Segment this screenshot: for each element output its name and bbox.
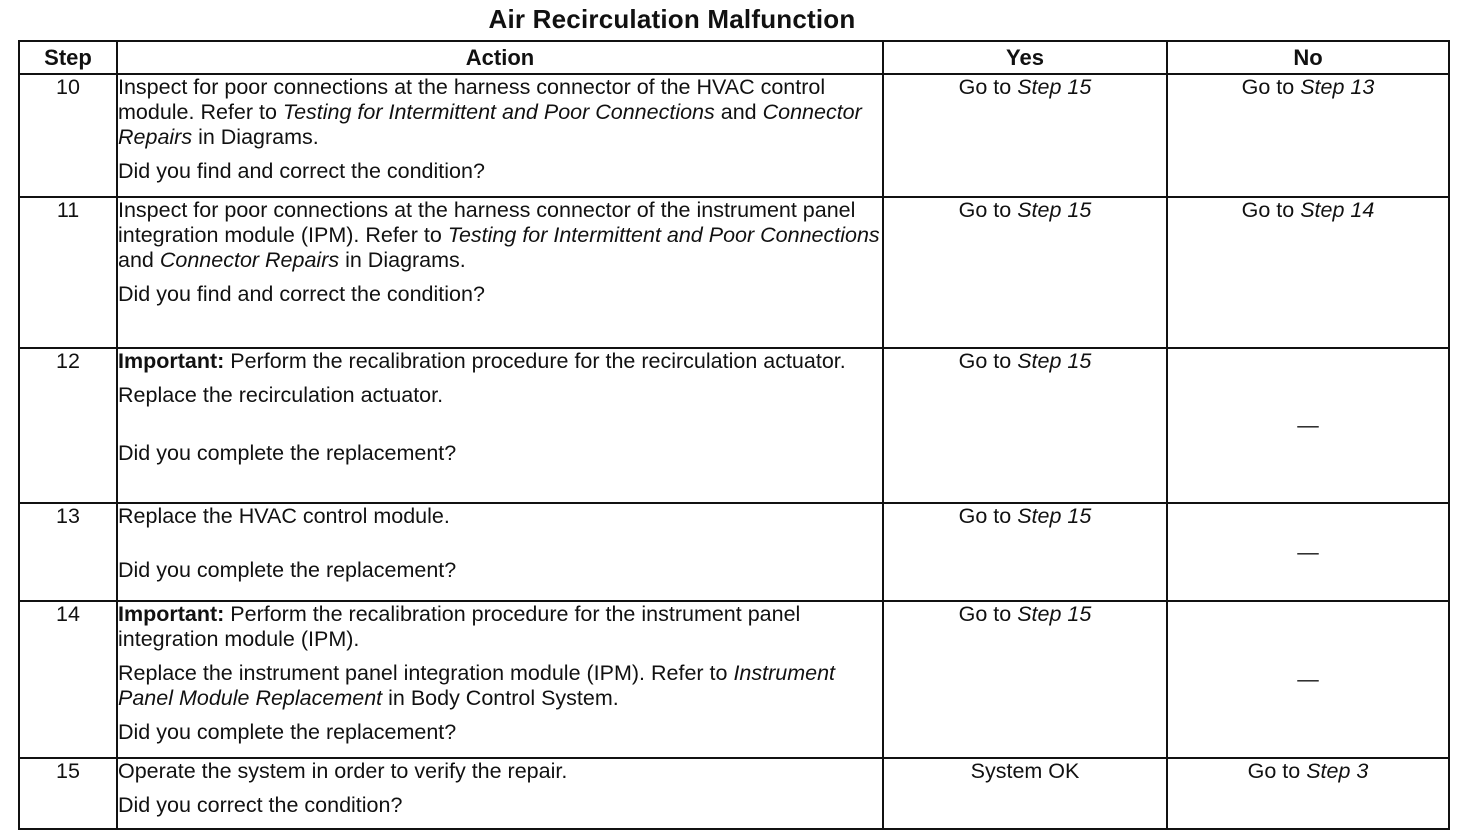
step-reference: Step 13 [1300, 75, 1375, 99]
yes-column-header: Yes [883, 41, 1167, 74]
table-row [19, 197, 1449, 348]
important-note: Important: Perform the recalibration procedure for the instrument panel integration module (IPM). [118, 602, 801, 651]
header-row [19, 41, 1449, 74]
question-text: Did you find and correct the condition? [118, 282, 485, 306]
action-cell [117, 601, 883, 758]
no-cell: — [1167, 503, 1449, 601]
reference-link: Instrument Panel Module Replacement [118, 661, 836, 710]
step-number: 14 [19, 601, 117, 758]
step-number: 11 [19, 197, 117, 348]
yes-cell: Go to Step 15 [883, 197, 1167, 348]
table-row [19, 758, 1449, 829]
action-cell [117, 348, 883, 503]
step-number: 13 [19, 503, 117, 601]
action-column-header: Action [117, 41, 883, 74]
step-reference: Step 14 [1300, 198, 1375, 222]
important-note: Important: Perform the recalibration procedure for the recirculation actuator. [118, 349, 846, 373]
step-number: 15 [19, 758, 117, 829]
no-cell: Go to Step 13 [1167, 74, 1449, 197]
question-text: Did you complete the replacement? [118, 441, 457, 465]
question-text: Did you complete the replacement? [118, 558, 457, 582]
action-cell [117, 503, 883, 601]
table-row [19, 601, 1449, 758]
step-reference: Step 15 [1017, 504, 1092, 528]
table-row [19, 348, 1449, 503]
yes-cell: System OK [883, 758, 1167, 829]
step-number: 12 [19, 348, 117, 503]
action-text: Inspect for poor connections at the harness connector of the instrument panel integration module (IPM). Refer to Testing for Intermittent and Poor Connections and Connector Repairs in Diagrams. [118, 198, 880, 272]
reference-link: Testing for Intermittent and Poor Connections [447, 223, 880, 247]
action-text: Inspect for poor connections at the harness connector of the HVAC control module. Refer to Testing for Intermittent and Poor Connections and Connector Repairs in Diagrams. [118, 75, 862, 149]
step-column-header: Step [19, 41, 117, 74]
step-reference: Step 3 [1306, 759, 1369, 783]
question-text: Did you correct the condition? [118, 793, 403, 817]
no-cell: Go to Step 14 [1167, 197, 1449, 348]
action-text: Replace the HVAC control module. [118, 504, 450, 528]
important-label: Important: [118, 349, 225, 373]
step-reference: Step 15 [1017, 198, 1092, 222]
action-text: Replace the instrument panel integration module (IPM). Refer to Instrument Panel Module Replacement in Body Control System. [118, 661, 836, 710]
step-reference: Step 15 [1017, 349, 1092, 373]
reference-link: Connector Repairs [159, 248, 340, 272]
table-row [19, 503, 1449, 601]
diagnostic-table [18, 40, 1450, 830]
no-cell: Go to Step 3 [1167, 758, 1449, 829]
question-text: Did you find and correct the condition? [118, 159, 485, 183]
action-text: Operate the system in order to verify the repair. [118, 759, 568, 783]
action-cell [117, 74, 883, 197]
no-cell: — [1167, 601, 1449, 758]
yes-cell: Go to Step 15 [883, 348, 1167, 503]
page-title: Air Recirculation Malfunction [488, 4, 856, 34]
action-cell [117, 197, 883, 348]
no-column-header: No [1167, 41, 1449, 74]
important-label: Important: [118, 602, 225, 626]
reference-link: Connector Repairs [118, 100, 862, 149]
step-number: 10 [19, 74, 117, 197]
yes-cell: Go to Step 15 [883, 74, 1167, 197]
action-cell [117, 758, 883, 829]
table-row [19, 74, 1449, 197]
step-reference: Step 15 [1017, 75, 1092, 99]
question-text: Did you complete the replacement? [118, 720, 457, 744]
action-text: Replace the recirculation actuator. [118, 383, 444, 407]
no-cell: — [1167, 348, 1449, 503]
reference-link: Testing for Intermittent and Poor Connections [282, 100, 715, 124]
step-reference: Step 15 [1017, 602, 1092, 626]
yes-cell: Go to Step 15 [883, 601, 1167, 758]
yes-cell: Go to Step 15 [883, 503, 1167, 601]
